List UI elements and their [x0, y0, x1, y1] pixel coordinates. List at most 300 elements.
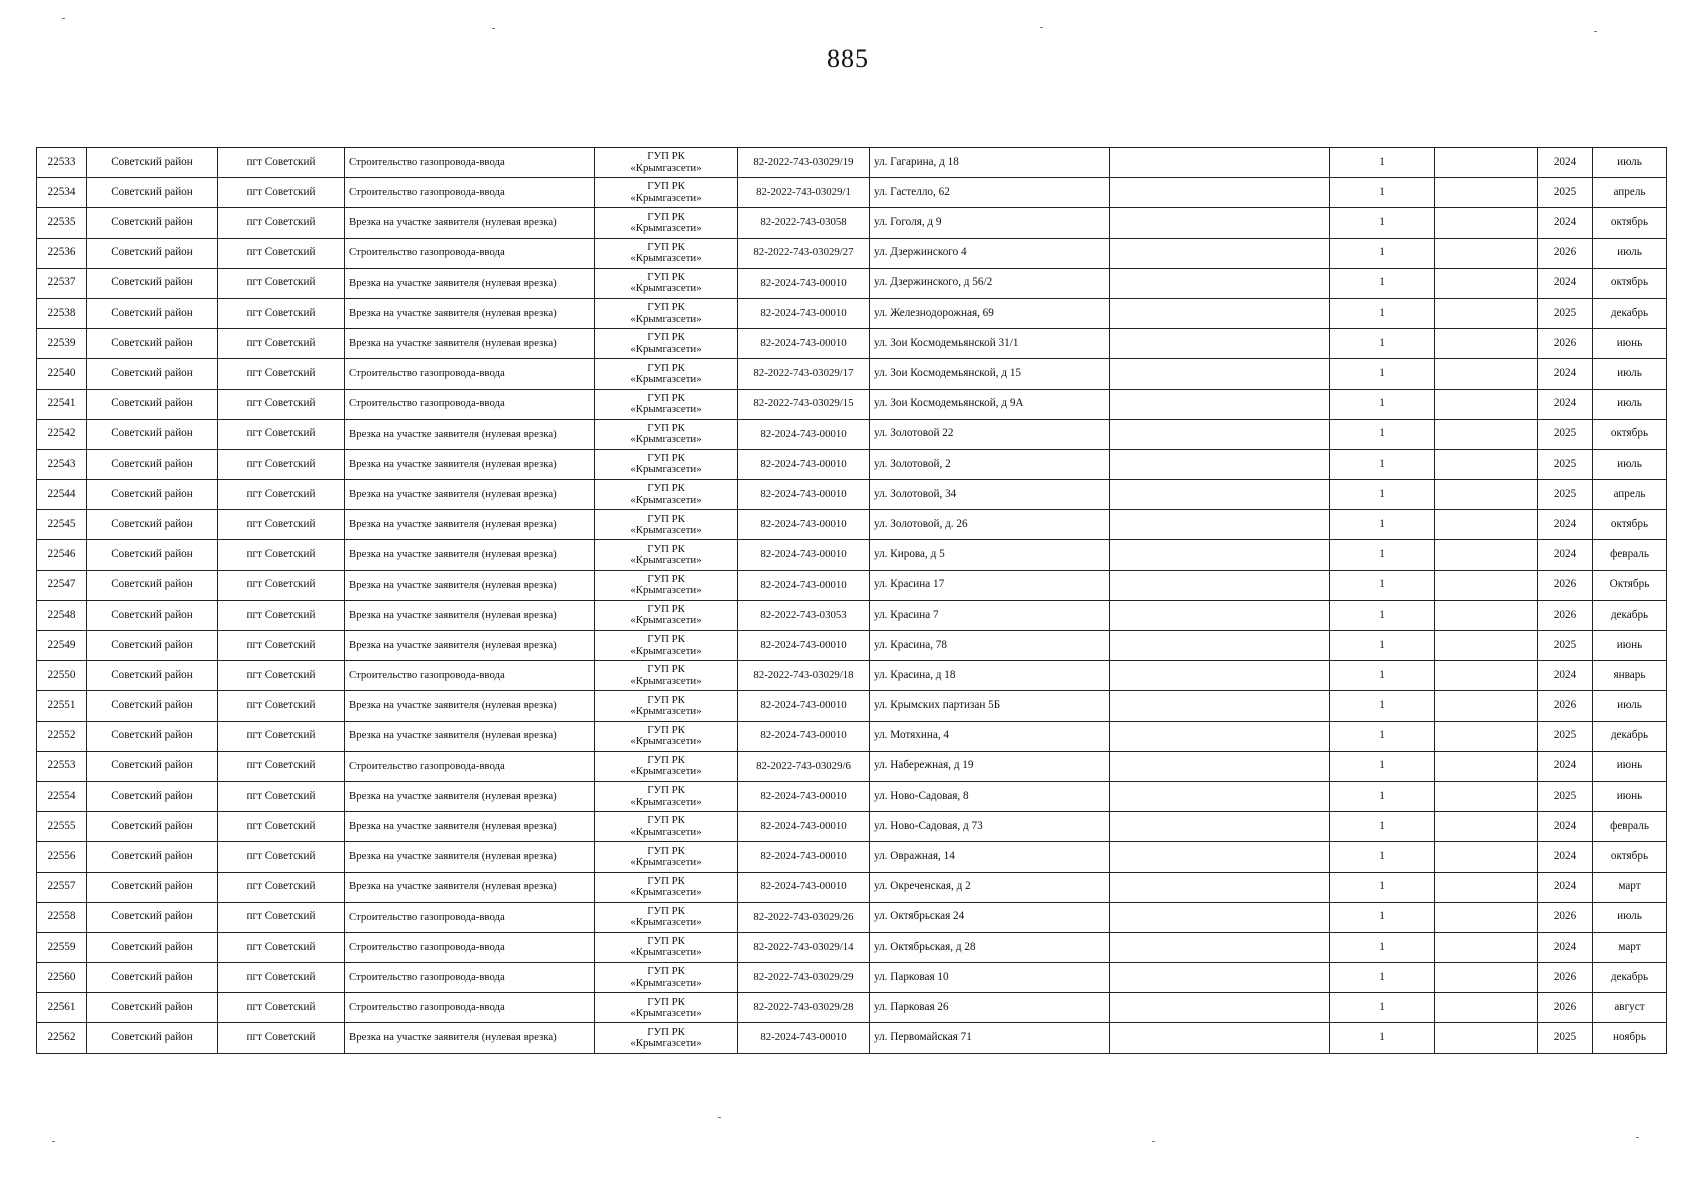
district-cell: Советский район	[87, 208, 218, 238]
work-type-cell: Врезка на участке заявителя (нулевая врезка)	[345, 329, 595, 359]
organization-line: «Крымгазсети»	[630, 312, 702, 325]
row-number: 22548	[37, 600, 87, 630]
year-cell: 2024	[1538, 389, 1593, 419]
empty-cell	[1435, 932, 1538, 962]
organization-line: «Крымгазсети»	[630, 825, 702, 838]
quantity-cell: 1	[1330, 329, 1435, 359]
empty-cell	[1110, 751, 1330, 781]
year-cell: 2025	[1538, 178, 1593, 208]
request-code-cell: 82-2022-743-03058	[738, 208, 870, 238]
organization-line: ГУП РК	[647, 512, 685, 525]
district-cell: Советский район	[87, 781, 218, 811]
district-cell: Советский район	[87, 932, 218, 962]
request-code-cell: 82-2024-743-00010	[738, 872, 870, 902]
organization-line: ГУП РК	[647, 874, 685, 887]
address-cell: ул. Окреченская, д 2	[870, 872, 1110, 902]
empty-cell	[1435, 600, 1538, 630]
address-cell: ул. Гагарина, д 18	[870, 148, 1110, 178]
organization-cell	[595, 751, 738, 781]
table-row	[37, 932, 1667, 962]
district-cell: Советский район	[87, 540, 218, 570]
settlement-cell: пгт Советский	[218, 449, 345, 479]
row-number: 22542	[37, 419, 87, 449]
district-cell: Советский район	[87, 993, 218, 1023]
quantity-cell: 1	[1330, 902, 1435, 932]
empty-cell	[1435, 329, 1538, 359]
work-type-cell: Строительство газопровода-ввода	[345, 963, 595, 993]
organization-cell	[595, 178, 738, 208]
table-row	[37, 993, 1667, 1023]
organization-cell	[595, 389, 738, 419]
year-cell: 2024	[1538, 812, 1593, 842]
district-cell: Советский район	[87, 842, 218, 872]
scan-speck	[492, 28, 495, 29]
settlement-cell: пгт Советский	[218, 751, 345, 781]
work-type-cell: Врезка на участке заявителя (нулевая врезка)	[345, 842, 595, 872]
row-number: 22533	[37, 148, 87, 178]
row-number: 22551	[37, 691, 87, 721]
organization-line: ГУП РК	[647, 572, 685, 585]
table-row	[37, 510, 1667, 540]
organization-line: ГУП РК	[647, 542, 685, 555]
empty-cell	[1435, 449, 1538, 479]
table-row	[37, 631, 1667, 661]
empty-cell	[1110, 510, 1330, 540]
organization-cell	[595, 268, 738, 298]
quantity-cell: 1	[1330, 963, 1435, 993]
work-type-cell: Врезка на участке заявителя (нулевая врезка)	[345, 480, 595, 510]
address-cell: ул. Красина, 78	[870, 631, 1110, 661]
request-code-cell: 82-2022-743-03029/28	[738, 993, 870, 1023]
empty-cell	[1435, 238, 1538, 268]
organization-line: ГУП РК	[647, 1025, 685, 1038]
organization-line: «Крымгазсети»	[630, 765, 702, 778]
year-cell: 2025	[1538, 631, 1593, 661]
settlement-cell: пгт Советский	[218, 510, 345, 540]
quantity-cell: 1	[1330, 721, 1435, 751]
empty-cell	[1110, 721, 1330, 751]
empty-cell	[1435, 781, 1538, 811]
address-cell: ул. Красина, д 18	[870, 661, 1110, 691]
district-cell: Советский район	[87, 480, 218, 510]
work-type-cell: Строительство газопровода-ввода	[345, 389, 595, 419]
quantity-cell: 1	[1330, 932, 1435, 962]
organization-line: ГУП РК	[647, 240, 685, 253]
organization-line: ГУП РК	[647, 723, 685, 736]
empty-cell	[1435, 148, 1538, 178]
empty-cell	[1110, 449, 1330, 479]
organization-line: ГУП РК	[647, 150, 685, 163]
quantity-cell: 1	[1330, 480, 1435, 510]
organization-line: «Крымгазсети»	[630, 735, 702, 748]
empty-cell	[1435, 208, 1538, 238]
year-cell: 2025	[1538, 298, 1593, 328]
empty-cell	[1435, 480, 1538, 510]
row-number: 22550	[37, 661, 87, 691]
table-row	[37, 148, 1667, 178]
month-cell: Октябрь	[1593, 570, 1667, 600]
quantity-cell: 1	[1330, 238, 1435, 268]
row-number: 22541	[37, 389, 87, 419]
address-cell: ул. Парковая 10	[870, 963, 1110, 993]
request-code-cell: 82-2022-743-03029/1	[738, 178, 870, 208]
empty-cell	[1435, 812, 1538, 842]
settlement-cell: пгт Советский	[218, 148, 345, 178]
quantity-cell: 1	[1330, 208, 1435, 238]
year-cell: 2025	[1538, 721, 1593, 751]
month-cell: июль	[1593, 359, 1667, 389]
work-type-cell: Врезка на участке заявителя (нулевая врезка)	[345, 691, 595, 721]
work-type-cell: Врезка на участке заявителя (нулевая врезка)	[345, 268, 595, 298]
settlement-cell: пгт Советский	[218, 1023, 345, 1053]
organization-line: ГУП РК	[647, 965, 685, 978]
quantity-cell: 1	[1330, 872, 1435, 902]
organization-line: «Крымгазсети»	[630, 614, 702, 627]
district-cell: Советский район	[87, 691, 218, 721]
row-number: 22549	[37, 631, 87, 661]
organization-cell	[595, 600, 738, 630]
empty-cell	[1110, 540, 1330, 570]
empty-cell	[1110, 993, 1330, 1023]
settlement-cell: пгт Советский	[218, 902, 345, 932]
work-type-cell: Врезка на участке заявителя (нулевая врезка)	[345, 449, 595, 479]
organization-line: ГУП РК	[647, 814, 685, 827]
work-type-cell: Строительство газопровода-ввода	[345, 932, 595, 962]
request-code-cell: 82-2022-743-03029/15	[738, 389, 870, 419]
month-cell: июль	[1593, 449, 1667, 479]
organization-line: ГУП РК	[647, 452, 685, 465]
month-cell: октябрь	[1593, 842, 1667, 872]
year-cell: 2026	[1538, 993, 1593, 1023]
address-cell: ул. Золотовой, д. 26	[870, 510, 1110, 540]
row-number: 22562	[37, 1023, 87, 1053]
organization-line: «Крымгазсети»	[630, 342, 702, 355]
district-cell: Советский район	[87, 631, 218, 661]
table-row	[37, 480, 1667, 510]
address-cell: ул. Ново-Садовая, д 73	[870, 812, 1110, 842]
address-cell: ул. Зои Космодемьянской, д 15	[870, 359, 1110, 389]
year-cell: 2026	[1538, 570, 1593, 600]
request-code-cell: 82-2024-743-00010	[738, 419, 870, 449]
organization-cell	[595, 359, 738, 389]
work-type-cell: Врезка на участке заявителя (нулевая врезка)	[345, 1023, 595, 1053]
empty-cell	[1110, 208, 1330, 238]
request-code-cell: 82-2024-743-00010	[738, 1023, 870, 1053]
table-row	[37, 449, 1667, 479]
settlement-cell: пгт Советский	[218, 359, 345, 389]
empty-cell	[1435, 661, 1538, 691]
quantity-cell: 1	[1330, 631, 1435, 661]
quantity-cell: 1	[1330, 661, 1435, 691]
settlement-cell: пгт Советский	[218, 298, 345, 328]
month-cell: июнь	[1593, 631, 1667, 661]
table-row	[37, 359, 1667, 389]
organization-cell	[595, 329, 738, 359]
year-cell: 2026	[1538, 238, 1593, 268]
organization-line: ГУП РК	[647, 663, 685, 676]
row-number: 22556	[37, 842, 87, 872]
table-row	[37, 540, 1667, 570]
table-row	[37, 691, 1667, 721]
empty-cell	[1110, 148, 1330, 178]
organization-line: ГУП РК	[647, 301, 685, 314]
organization-line: ГУП РК	[647, 482, 685, 495]
empty-cell	[1435, 419, 1538, 449]
settlement-cell: пгт Советский	[218, 872, 345, 902]
district-cell: Советский район	[87, 751, 218, 781]
settlement-cell: пгт Советский	[218, 932, 345, 962]
month-cell: декабрь	[1593, 721, 1667, 751]
quantity-cell: 1	[1330, 1023, 1435, 1053]
work-type-cell: Строительство газопровода-ввода	[345, 661, 595, 691]
month-cell: июнь	[1593, 781, 1667, 811]
address-cell: ул. Дзержинского, д 56/2	[870, 268, 1110, 298]
district-cell: Советский район	[87, 812, 218, 842]
year-cell: 2024	[1538, 842, 1593, 872]
row-number: 22546	[37, 540, 87, 570]
table-row	[37, 268, 1667, 298]
work-type-cell: Врезка на участке заявителя (нулевая врезка)	[345, 540, 595, 570]
empty-cell	[1435, 631, 1538, 661]
table-row	[37, 1023, 1667, 1053]
organization-cell	[595, 510, 738, 540]
row-number: 22543	[37, 449, 87, 479]
quantity-cell: 1	[1330, 570, 1435, 600]
year-cell: 2026	[1538, 329, 1593, 359]
scan-speck	[1152, 1141, 1155, 1142]
district-cell: Советский район	[87, 389, 218, 419]
work-type-cell: Строительство газопровода-ввода	[345, 238, 595, 268]
work-type-cell: Врезка на участке заявителя (нулевая врезка)	[345, 510, 595, 540]
district-cell: Советский район	[87, 329, 218, 359]
address-cell: ул. Золотовой 22	[870, 419, 1110, 449]
quantity-cell: 1	[1330, 298, 1435, 328]
quantity-cell: 1	[1330, 148, 1435, 178]
row-number: 22534	[37, 178, 87, 208]
request-code-cell: 82-2022-743-03029/29	[738, 963, 870, 993]
year-cell: 2024	[1538, 510, 1593, 540]
organization-cell	[595, 480, 738, 510]
district-cell: Советский район	[87, 902, 218, 932]
address-cell: ул. Октябрьская 24	[870, 902, 1110, 932]
settlement-cell: пгт Советский	[218, 993, 345, 1023]
empty-cell	[1435, 570, 1538, 600]
scan-speck	[1040, 27, 1043, 28]
organization-line: «Крымгазсети»	[630, 403, 702, 416]
row-number: 22561	[37, 993, 87, 1023]
month-cell: декабрь	[1593, 298, 1667, 328]
empty-cell	[1435, 963, 1538, 993]
organization-line: «Крымгазсети»	[630, 191, 702, 204]
year-cell: 2024	[1538, 872, 1593, 902]
year-cell: 2025	[1538, 480, 1593, 510]
year-cell: 2025	[1538, 449, 1593, 479]
empty-cell	[1435, 268, 1538, 298]
row-number: 22553	[37, 751, 87, 781]
month-cell: январь	[1593, 661, 1667, 691]
year-cell: 2026	[1538, 600, 1593, 630]
organization-cell	[595, 993, 738, 1023]
organization-line: ГУП РК	[647, 421, 685, 434]
month-cell: октябрь	[1593, 419, 1667, 449]
year-cell: 2025	[1538, 1023, 1593, 1053]
organization-line: «Крымгазсети»	[630, 704, 702, 717]
organization-line: «Крымгазсети»	[630, 161, 702, 174]
organization-line: «Крымгазсети»	[630, 554, 702, 567]
request-code-cell: 82-2024-743-00010	[738, 480, 870, 510]
month-cell: декабрь	[1593, 963, 1667, 993]
request-code-cell: 82-2022-743-03029/26	[738, 902, 870, 932]
request-code-cell: 82-2024-743-00010	[738, 449, 870, 479]
organization-line: ГУП РК	[647, 935, 685, 948]
district-cell: Советский район	[87, 721, 218, 751]
district-cell: Советский район	[87, 872, 218, 902]
district-cell: Советский район	[87, 298, 218, 328]
quantity-cell: 1	[1330, 781, 1435, 811]
organization-cell	[595, 570, 738, 600]
quantity-cell: 1	[1330, 449, 1435, 479]
month-cell: октябрь	[1593, 268, 1667, 298]
empty-cell	[1110, 178, 1330, 208]
organization-line: «Крымгазсети»	[630, 946, 702, 959]
row-number: 22559	[37, 932, 87, 962]
empty-cell	[1435, 842, 1538, 872]
settlement-cell: пгт Советский	[218, 389, 345, 419]
request-code-cell: 82-2024-743-00010	[738, 781, 870, 811]
organization-cell	[595, 932, 738, 962]
organization-cell	[595, 238, 738, 268]
work-type-cell: Врезка на участке заявителя (нулевая врезка)	[345, 600, 595, 630]
district-cell: Советский район	[87, 1023, 218, 1053]
month-cell: март	[1593, 872, 1667, 902]
settlement-cell: пгт Советский	[218, 812, 345, 842]
scan-speck	[62, 18, 65, 19]
empty-cell	[1435, 298, 1538, 328]
year-cell: 2024	[1538, 268, 1593, 298]
empty-cell	[1110, 268, 1330, 298]
table-row	[37, 570, 1667, 600]
month-cell: июль	[1593, 148, 1667, 178]
quantity-cell: 1	[1330, 540, 1435, 570]
scan-speck	[1594, 31, 1597, 32]
quantity-cell: 1	[1330, 751, 1435, 781]
year-cell: 2026	[1538, 963, 1593, 993]
quantity-cell: 1	[1330, 510, 1435, 540]
organization-line: «Крымгазсети»	[630, 976, 702, 989]
table-row	[37, 872, 1667, 902]
row-number: 22545	[37, 510, 87, 540]
organization-cell	[595, 1023, 738, 1053]
table-row	[37, 600, 1667, 630]
empty-cell	[1110, 842, 1330, 872]
year-cell: 2024	[1538, 208, 1593, 238]
quantity-cell: 1	[1330, 812, 1435, 842]
request-code-cell: 82-2024-743-00010	[738, 631, 870, 661]
empty-cell	[1435, 872, 1538, 902]
table-row	[37, 721, 1667, 751]
empty-cell	[1110, 570, 1330, 600]
district-cell: Советский район	[87, 570, 218, 600]
quantity-cell: 1	[1330, 389, 1435, 419]
work-type-cell: Врезка на участке заявителя (нулевая врезка)	[345, 812, 595, 842]
settlement-cell: пгт Советский	[218, 570, 345, 600]
organization-line: «Крымгазсети»	[630, 644, 702, 657]
organization-line: ГУП РК	[647, 633, 685, 646]
row-number: 22547	[37, 570, 87, 600]
year-cell: 2024	[1538, 540, 1593, 570]
organization-line: «Крымгазсети»	[630, 1006, 702, 1019]
address-cell: ул. Ново-Садовая, 8	[870, 781, 1110, 811]
address-cell: ул. Мотяхина, 4	[870, 721, 1110, 751]
empty-cell	[1110, 963, 1330, 993]
address-cell: ул. Зои Космодемьянской 31/1	[870, 329, 1110, 359]
table-row	[37, 661, 1667, 691]
address-cell: ул. Красина 7	[870, 600, 1110, 630]
settlement-cell: пгт Советский	[218, 329, 345, 359]
organization-line: ГУП РК	[647, 603, 685, 616]
request-code-cell: 82-2024-743-00010	[738, 268, 870, 298]
address-cell: ул. Золотовой, 34	[870, 480, 1110, 510]
empty-cell	[1110, 661, 1330, 691]
month-cell: июль	[1593, 389, 1667, 419]
organization-line: «Крымгазсети»	[630, 886, 702, 899]
address-cell: ул. Зои Космодемьянской, д 9А	[870, 389, 1110, 419]
quantity-cell: 1	[1330, 359, 1435, 389]
settlement-cell: пгт Советский	[218, 600, 345, 630]
organization-line: «Крымгазсети»	[630, 795, 702, 808]
address-cell: ул. Железнодорожная, 69	[870, 298, 1110, 328]
year-cell: 2024	[1538, 148, 1593, 178]
month-cell: апрель	[1593, 178, 1667, 208]
empty-cell	[1110, 600, 1330, 630]
request-code-cell: 82-2024-743-00010	[738, 691, 870, 721]
organization-line: ГУП РК	[647, 180, 685, 193]
organization-line: ГУП РК	[647, 995, 685, 1008]
work-type-cell: Строительство газопровода-ввода	[345, 902, 595, 932]
page-number: 885	[827, 44, 869, 73]
organization-cell	[595, 963, 738, 993]
organization-cell	[595, 148, 738, 178]
settlement-cell: пгт Советский	[218, 419, 345, 449]
table-row	[37, 751, 1667, 781]
year-cell: 2026	[1538, 691, 1593, 721]
year-cell: 2025	[1538, 419, 1593, 449]
empty-cell	[1110, 902, 1330, 932]
organization-cell	[595, 298, 738, 328]
address-cell: ул. Набережная, д 19	[870, 751, 1110, 781]
request-code-cell: 82-2022-743-03029/27	[738, 238, 870, 268]
month-cell: декабрь	[1593, 600, 1667, 630]
organization-line: ГУП РК	[647, 844, 685, 857]
request-code-cell: 82-2022-743-03029/19	[738, 148, 870, 178]
district-cell: Советский район	[87, 600, 218, 630]
organization-cell	[595, 691, 738, 721]
settlement-cell: пгт Советский	[218, 691, 345, 721]
organization-cell	[595, 842, 738, 872]
organization-line: ГУП РК	[647, 784, 685, 797]
request-code-cell: 82-2022-743-03029/17	[738, 359, 870, 389]
district-cell: Советский район	[87, 238, 218, 268]
organization-line: «Крымгазсети»	[630, 463, 702, 476]
empty-cell	[1435, 751, 1538, 781]
work-type-cell: Врезка на участке заявителя (нулевая врезка)	[345, 570, 595, 600]
district-cell: Советский район	[87, 359, 218, 389]
work-type-cell: Строительство газопровода-ввода	[345, 993, 595, 1023]
district-cell: Советский район	[87, 963, 218, 993]
organization-line: ГУП РК	[647, 904, 685, 917]
organization-cell	[595, 631, 738, 661]
row-number: 22554	[37, 781, 87, 811]
